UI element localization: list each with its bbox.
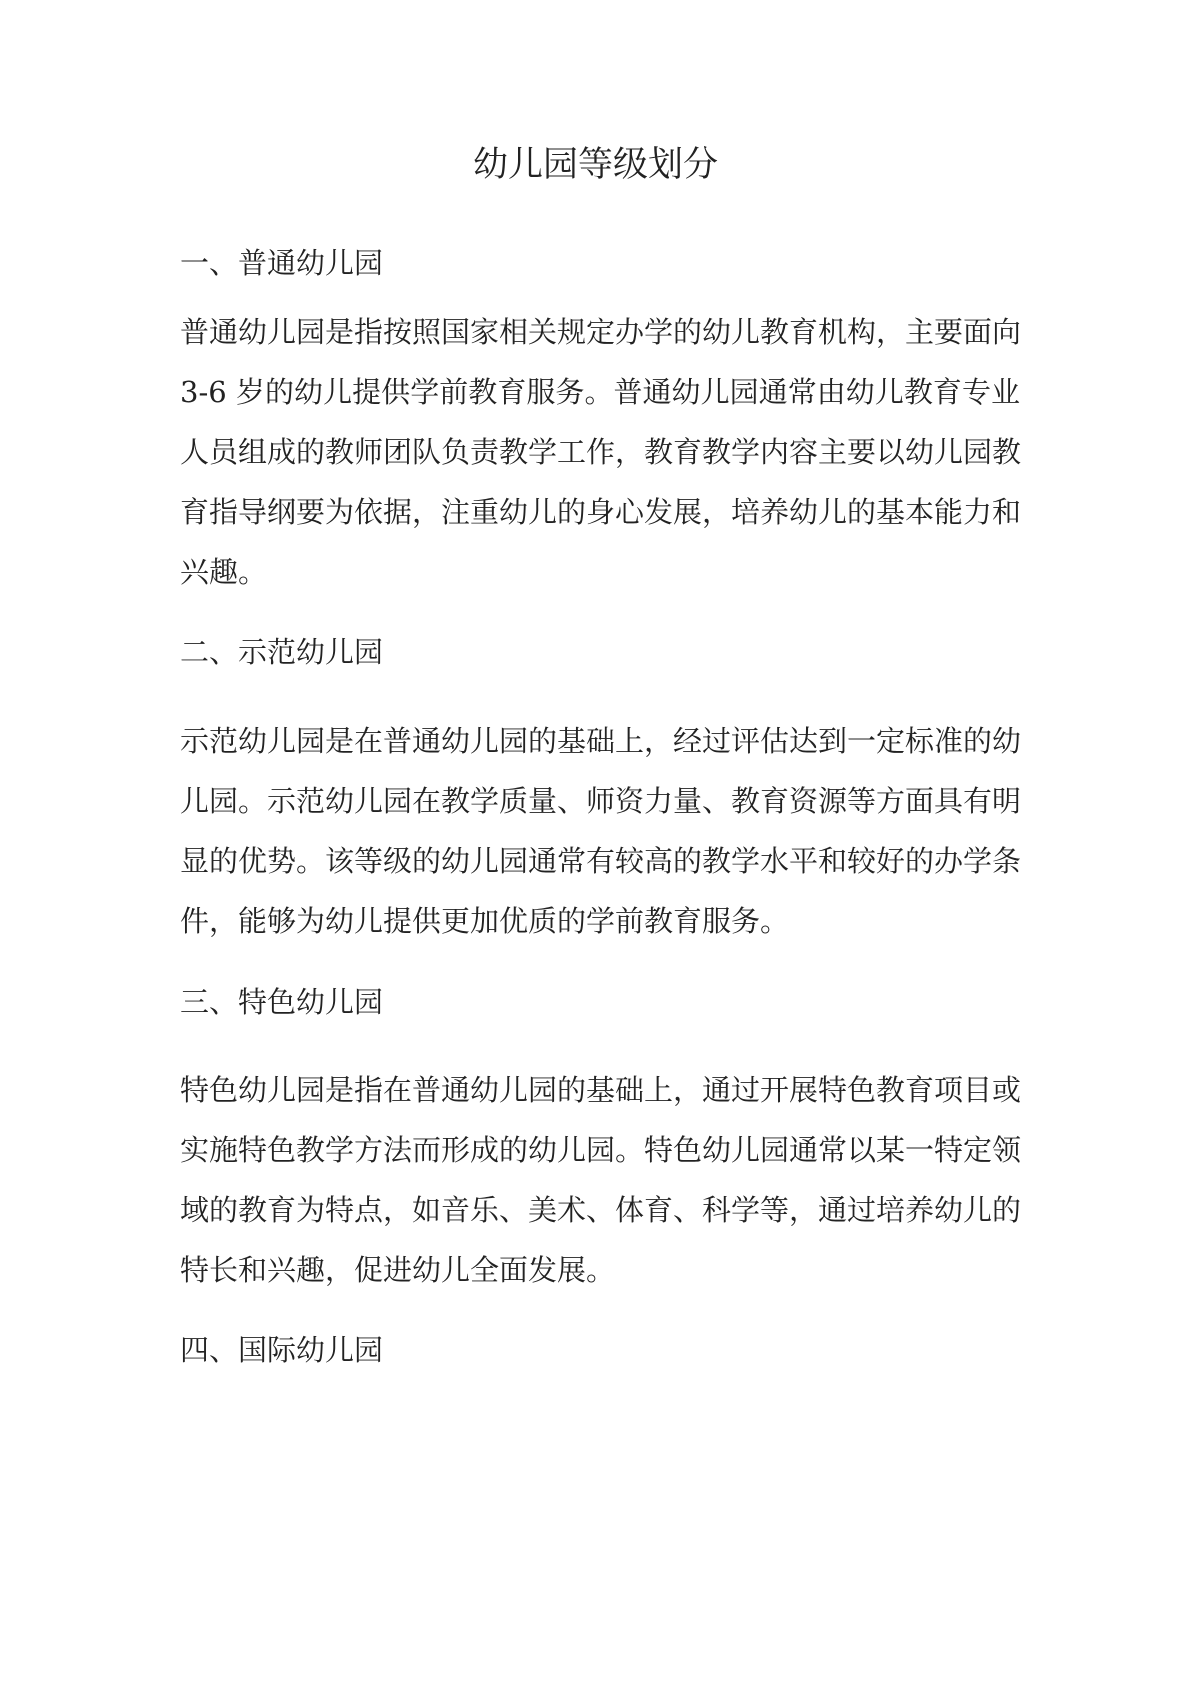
section-paragraph-featured: [180, 1069, 1020, 1309]
section-heading-featured: 三、特色幼儿园: [180, 985, 384, 1019]
paragraph-line: 儿园。示范幼儿园在教学质量、师资力量、教育资源等方面具有明: [180, 784, 1022, 818]
section-paragraph-ordinary: [180, 311, 1020, 611]
paragraph-line: 实施特色教学方法而形成的幼儿园。特色幼儿园通常以某一特定领: [180, 1133, 1022, 1167]
paragraph-line: 普通幼儿园是指按照国家相关规定办学的幼儿教育机构，主要面向: [180, 315, 1022, 349]
paragraph-line: 育指导纲要为依据，注重幼儿的身心发展，培养幼儿的基本能力和: [180, 495, 1022, 529]
paragraph-line: 显的优势。该等级的幼儿园通常有较高的教学水平和较好的办学条: [180, 844, 1022, 878]
paragraph-line: 示范幼儿园是在普通幼儿园的基础上，经过评估达到一定标准的幼: [180, 724, 1022, 758]
paragraph-line: 兴趣。: [180, 555, 268, 589]
paragraph-line: 特色幼儿园是指在普通幼儿园的基础上，通过开展特色教育项目或: [180, 1073, 1022, 1107]
section-heading-international: 四、国际幼儿园: [180, 1333, 384, 1367]
paragraph-line: 人员组成的教师团队负责教学工作，教育教学内容主要以幼儿园教: [180, 435, 1022, 469]
paragraph-line: 域的教育为特点，如音乐、美术、体育、科学等，通过培养幼儿的: [180, 1193, 1022, 1227]
section-heading-ordinary: 一、普通幼儿园: [180, 246, 384, 280]
section-paragraph-demonstration: [180, 720, 1020, 960]
paragraph-line: 特长和兴趣，促进幼儿全面发展。: [180, 1253, 616, 1287]
document-title: 幼儿园等级划分: [472, 145, 718, 185]
paragraph-line: 件，能够为幼儿提供更加优质的学前教育服务。: [180, 904, 790, 938]
paragraph-line: 3-6 岁的幼儿提供学前教育服务。普通幼儿园通常由幼儿教育专业: [180, 375, 1020, 409]
section-heading-demonstration: 二、示范幼儿园: [180, 635, 384, 669]
